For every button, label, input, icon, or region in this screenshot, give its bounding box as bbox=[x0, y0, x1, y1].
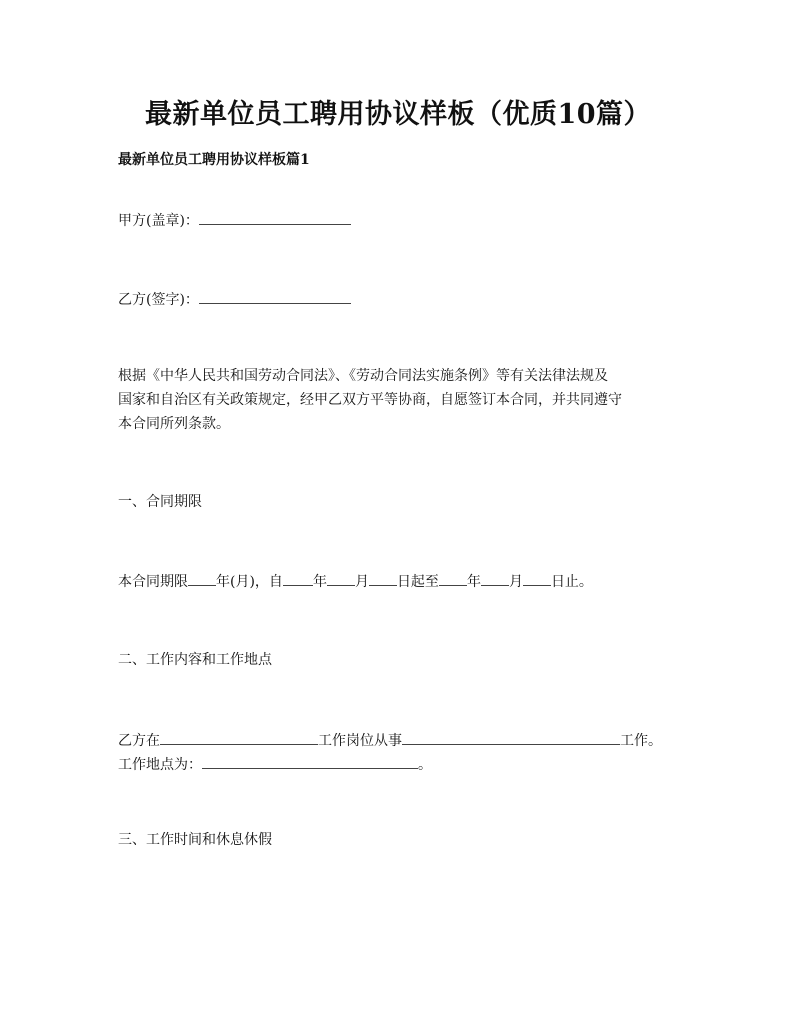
term-length-blank bbox=[188, 569, 216, 586]
start-month-blank bbox=[327, 569, 355, 586]
term-text: 年 bbox=[466, 574, 481, 590]
term-text: 年(月)，自 bbox=[216, 574, 283, 590]
work-content-line bbox=[118, 728, 662, 753]
section-heading-hours: 三、工作时间和休息休假 bbox=[118, 832, 272, 848]
party-b-line bbox=[118, 287, 351, 312]
term-text: 日起至 bbox=[396, 574, 439, 590]
work-place-line bbox=[118, 752, 432, 777]
end-month-blank bbox=[481, 569, 509, 586]
document-title: 最新单位员工聘用协议样板（优质10篇） bbox=[144, 99, 652, 130]
term-text: 本合同期限 bbox=[118, 574, 188, 590]
start-year-blank bbox=[283, 569, 313, 586]
intro-paragraph bbox=[118, 364, 680, 436]
work-place-label: 工作地点为： bbox=[118, 757, 202, 773]
intro-line: 根据《中华人民共和国劳动合同法》、《劳动合同法实施条例》等有关法律法规及 bbox=[118, 368, 608, 384]
term-text: 年 bbox=[312, 574, 327, 590]
term-text: 月 bbox=[354, 574, 369, 590]
section-heading-term: 一、合同期限 bbox=[118, 494, 202, 510]
section-subtitle: 最新单位员工聘用协议样板篇1 bbox=[118, 152, 310, 168]
term-text: 月 bbox=[508, 574, 523, 590]
work-text: 工作。 bbox=[620, 733, 662, 749]
work-text: 工作岗位从事 bbox=[318, 733, 402, 749]
work-unit-blank bbox=[160, 728, 318, 745]
end-day-blank bbox=[523, 569, 551, 586]
term-text: 日止。 bbox=[550, 574, 593, 590]
start-day-blank bbox=[369, 569, 397, 586]
end-year-blank bbox=[439, 569, 467, 586]
party-a-line bbox=[118, 208, 351, 233]
party-a-label: 甲方(盖章)： bbox=[118, 213, 199, 229]
contract-term-line bbox=[118, 569, 593, 594]
party-b-blank bbox=[199, 287, 351, 304]
work-place-blank bbox=[202, 752, 418, 769]
work-text: 乙方在 bbox=[118, 733, 160, 749]
work-job-blank bbox=[402, 728, 620, 745]
intro-line: 国家和自治区有关政策规定，经甲乙双方平等协商，自愿签订本合同，并共同遵守 bbox=[118, 392, 622, 408]
section-heading-work: 二、工作内容和工作地点 bbox=[118, 652, 272, 668]
party-b-label: 乙方(签字)： bbox=[118, 292, 199, 308]
work-text: 。 bbox=[418, 757, 432, 773]
party-a-blank bbox=[199, 208, 351, 225]
intro-line: 本合同所列条款。 bbox=[118, 416, 230, 432]
